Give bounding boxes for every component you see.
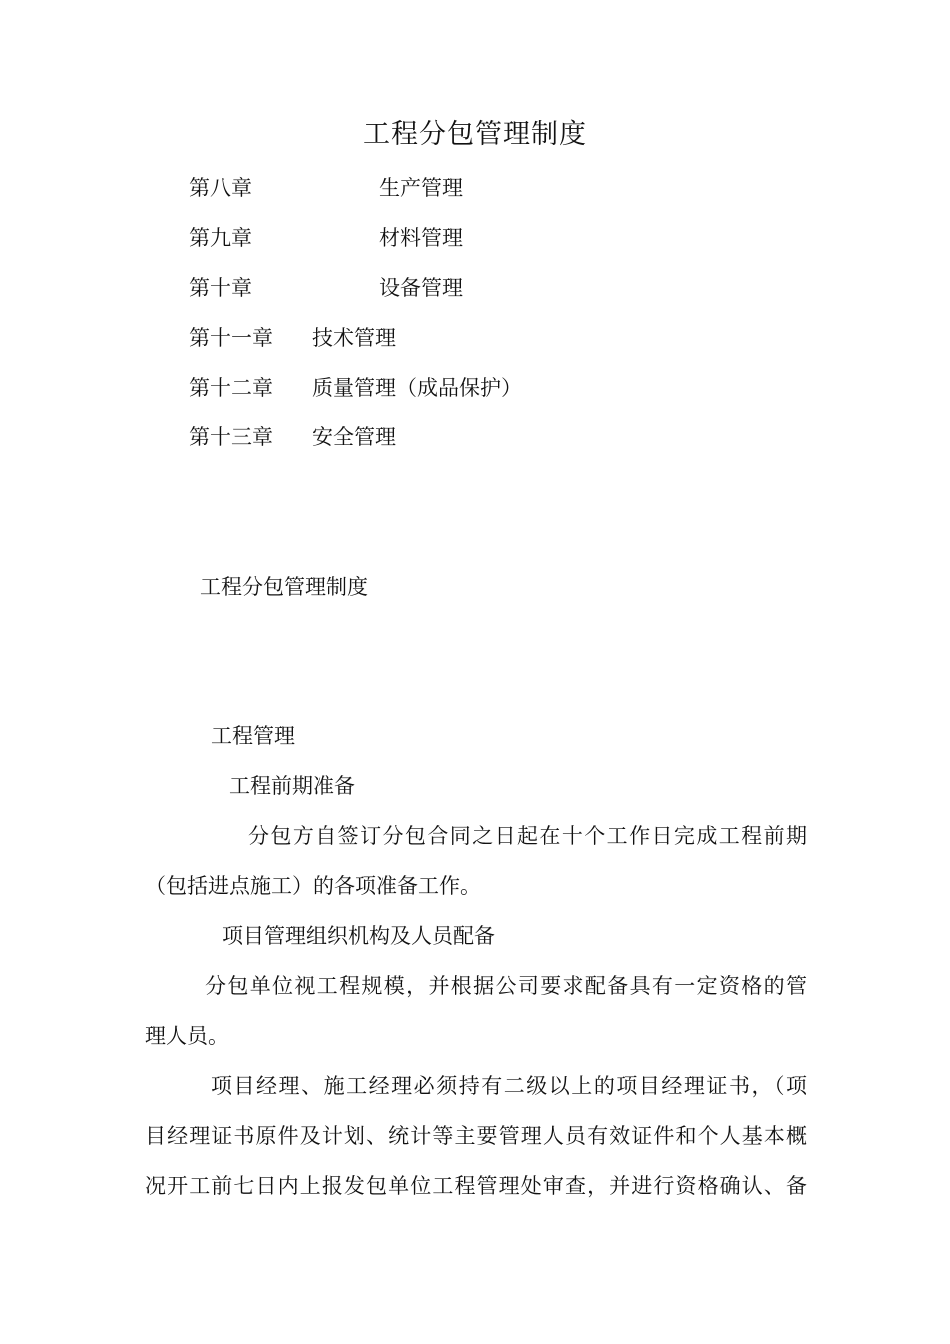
document-title: 工程分包管理制度	[363, 119, 587, 150]
toc-chapter-10: 第十章	[189, 276, 252, 300]
toc-chapter-12: 第十二章	[189, 376, 273, 400]
toc-name-9: 材料管理	[379, 226, 463, 250]
paragraph-3-line-2-text: 目经理证书原件及计划、统计等主要管理人员有效证件和个人基本概	[145, 1124, 807, 1148]
toc-name-8: 生产管理	[379, 176, 463, 200]
paragraph-1-line-1-text: 分包方自签订分包合同之日起在十个工作日完成工程前期	[248, 824, 807, 848]
toc-name-10: 设备管理	[379, 276, 463, 300]
paragraph-3-line-3	[145, 1170, 807, 1200]
paragraph-2-line-1-text: 分包单位视工程规模，并根据公司要求配备具有一定资格的管	[205, 974, 807, 998]
heading-preliminary-preparation: 工程前期准备	[229, 774, 355, 798]
paragraph-3-line-1-text: 项目经理、施工经理必须持有二级以上的项目经理证书，（项	[211, 1074, 807, 1098]
paragraph-3-line-3-text: 况开工前七日内上报发包单位工程管理处审查，并进行资格确认、备	[145, 1174, 807, 1198]
toc-chapter-9: 第九章	[189, 226, 252, 250]
heading-organization-staffing: 项目管理组织机构及人员配备	[222, 924, 495, 948]
heading-engineering-management: 工程管理	[211, 724, 295, 748]
paragraph-2-line-2: 理人员。	[145, 1024, 229, 1048]
paragraph-1-line-2: （包括进点施工）的各项准备工作。	[145, 874, 481, 898]
toc-name-13: 安全管理	[312, 425, 396, 449]
section-title: 工程分包管理制度	[200, 575, 368, 599]
toc-name-12: 质量管理（成品保护）	[312, 376, 522, 400]
paragraph-2-line-1	[205, 970, 807, 1000]
paragraph-3-line-1	[211, 1070, 807, 1100]
toc-name-11: 技术管理	[312, 326, 396, 350]
toc-chapter-8: 第八章	[189, 176, 252, 200]
toc-chapter-11: 第十一章	[189, 326, 273, 350]
paragraph-3-line-2	[145, 1120, 807, 1150]
paragraph-1-line-1	[248, 820, 807, 850]
toc-chapter-13: 第十三章	[189, 425, 273, 449]
